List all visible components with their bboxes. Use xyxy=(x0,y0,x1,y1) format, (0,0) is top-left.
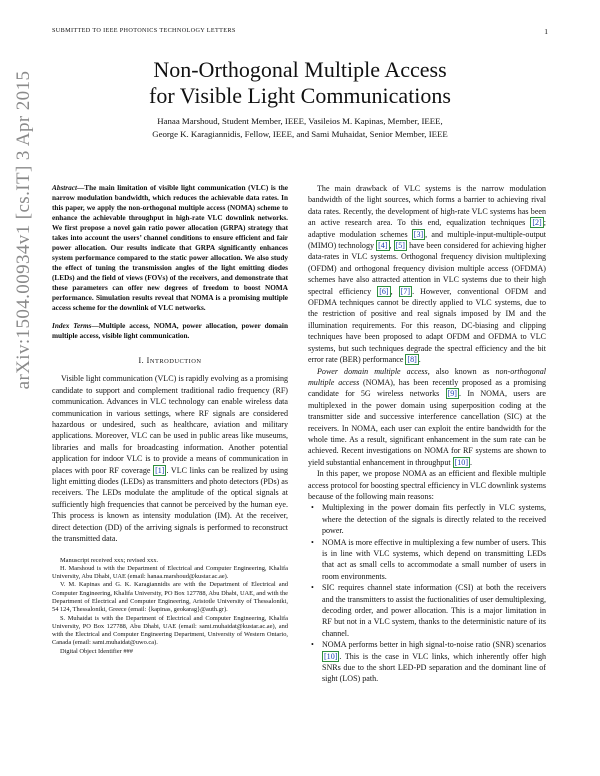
left-column xyxy=(52,183,288,656)
footnote-received: Manuscript received xxx; revised xxx. xyxy=(60,556,159,564)
citation-link[interactable]: [7] xyxy=(400,286,411,296)
arxiv-identifier[interactable]: arXiv:1504.00934v1 [cs.IT] 3 Apr 2015 xyxy=(13,70,34,390)
journal-name: SUBMITTED TO IEEE PHOTONICS TECHNOLOGY LETTERS xyxy=(52,27,236,34)
abstract-label: Abstract xyxy=(52,184,77,192)
citation-link[interactable]: [5] xyxy=(395,241,405,251)
citation-link[interactable]: [3] xyxy=(413,229,424,239)
paper-title xyxy=(52,57,548,109)
title-line-1: Non-Orthogonal Multiple Access xyxy=(153,57,447,82)
abstract-text: —The main limitation of visible light communication (VLC) is the narrow modulation bandwidth, which reduces the achievable data rates. In this paper, we apply the non-orthogonal multiple access (NOMA) scheme to enhance the achievable throughput in high-rate VLC downlink networks. We first propose a novel gain ratio power allocation (GRPA) strategy that takes into account the users’ channel conditions to ensure efficient and fair power allocation. Our results indicate that GRPA significantly enhances system performance compared to the static power allocation. We also study the effect of tuning the transmission angles of the light emitting diodes (LEDs) and the field of views (FOVs) of the receivers, and demonstrate that these parameters can offer new degrees of freedom to boost NOMA performance. Simulation results reveal that NOMA is a promising multiple access scheme for the downlink of VLC networks. xyxy=(52,184,288,312)
footnote-kapinas: V. M. Kapinas and G. K. Karagiannidis are with the Department of Electrical and Computer Engineering, Khalifa University, PO Box 127788, Abu Dhabi, UAE, and with the Department of Electrical and Computer Engineering, Aristotle University of Thessaloniki, 54 124, Thessaloniki, Greece (email: {kapinas, geokarag}@auth.gr). xyxy=(52,581,288,614)
index-terms-text: —Multiple access, NOMA, power allocation, power domain multiple access, visible light communication. xyxy=(52,322,288,340)
section-heading-introduction: I. INTRODUCTION xyxy=(138,356,202,365)
proposal-paragraph: In this paper, we propose NOMA as an efficient and flexible multiple access protocol for boosting spectral efficiency in VLC downlink systems because of the following main reasons: xyxy=(308,469,546,501)
abstract xyxy=(52,183,288,313)
list-item: • Multiplexing in the power domain fits perfectly in VLC systems, where the detection of the signals is directly related to the received power. xyxy=(308,502,546,536)
citation-link[interactable]: [10] xyxy=(324,651,338,661)
title-line-2: for Visible Light Communications xyxy=(149,83,451,108)
citation-link[interactable]: [1] xyxy=(155,465,165,475)
list-item: • SIC requires channel state information (CSI) at both the receivers and the transmitters to assist the fuctionalities of user demultiplexing, decoding order, and power allocation. This is a major limitation in RF but not in a VLC system, thanks to the deterministic nature of its channel. xyxy=(308,582,546,639)
citation-link[interactable]: [9] xyxy=(447,389,457,399)
reasons-list xyxy=(308,502,546,685)
index-terms-label: Index Terms xyxy=(52,322,92,330)
authors-line-1: Hanaa Marshoud, Student Member, IEEE, Vasileios M. Kapinas, Member, IEEE, xyxy=(157,116,443,126)
footnote-muhaidat: S. Muhaidat is with the Department of Electrical and Computer Engineering, Khalifa University, PO Box 127788, Abu Dhabi, UAE (email: sami.muhaidat@kustar.ac.ae), and with the Electrical and Computer Engineering Department, University of Western Ontario, Canada (email: sami.muhaidat@uwo.ca). xyxy=(52,614,288,647)
citation-link[interactable]: [2] xyxy=(532,218,542,228)
citation-link[interactable]: [10] xyxy=(454,457,468,467)
noma-paragraph: Power domain multiple access, also known as non-orthogonal multiple access (NOMA), has been recently proposed as a promising candidate for 5G wireless networks [9] . In NOMA, users are multiplexed in the power domain using superposition coding at the transmitter side and successive interference cancellation (SIC) at the receivers. In NOMA, each user can exploit the entire bandwidth for the whole time. As a result, significant enhancement in the sum rate can be achieved. Recent investigations on NOMA for RF systems are shown to yield substantial enhancement in throughput [10] . xyxy=(308,366,546,467)
intro-paragraph: Visible light communication (VLC) is rapidly evolving as a promising candidate to support and complement traditional radio frequency (RF) communication. Advances in VLC technology can enable wireless data communication in various settings, where RF signals are considered hazardous or undesired, such as healthcare, aviation and military applications. Moreover, VLC can be used in public areas like museums, libraries and malls for broadcasting information. Another potential application for indoor VLC is to provide a means of communication in places with poor RF coverage [1] . VLC links can be realized by using light emitting diodes (LEDs) as transmitters and photo detectors (PDs) as receivers. The LEDs modulate the amplitude of the optical signals at sufficiently high frequencies that cannot be perceived by the human eye. This process is known as intensity modulation (IM). At the receiver, direct detection (DD) of the arriving signals is performed to reconstruct the transmitted data. xyxy=(52,374,289,544)
drawback-paragraph: The main drawback of VLC systems is the narrow modulation bandwidth of the light sources, which forms a barrier to achieving rival data rates. Recently, the development of high-rate VLC systems has been an active research area. To this end, equalization techniques [2] ; adaptive modulation schemes [3] , and multiple-input-multiple-output (MIMO) technology [4] , [5] have been considered for achieving higher data-rates in VLC systems. Orthogonal frequency division multiplexing (OFDM) and orthogonal frequency division multiple access (OFDMA) schemes have also attracted attention in VLC systems due to their high spectral efficiency [6] , [7] . However, conventional OFDM and OFDMA techniques cannot be directly applied to VLC systems, due to the restriction of positive and real signals imposed by IM and the illumination requirements. For this reason, DC-biasing and clipping techniques have been proposed to adapt OFDM and OFDMA to VLC systems, but such techniques degrade the spectral efficiency and the bit error rate (BER) performance [8] . xyxy=(308,184,546,365)
footnotes xyxy=(52,557,288,657)
index-terms xyxy=(52,321,288,341)
citation-link[interactable]: [4] xyxy=(378,241,388,251)
running-head xyxy=(52,27,548,37)
authors-line-2: George K. Karagiannidis, Fellow, IEEE, and Sami Muhaidat, Senior Member, IEEE xyxy=(152,129,448,139)
citation-link[interactable]: [6] xyxy=(379,286,389,296)
right-column xyxy=(308,183,546,685)
author-list xyxy=(60,115,540,141)
footnote-doi: Digital Object Identifier ### xyxy=(60,647,133,655)
citation-link[interactable]: [8] xyxy=(407,355,417,365)
page-number: 1 xyxy=(544,27,548,36)
list-item: • NOMA is more effective in multiplexing a few number of users. This is in line with VLC systems, which depend on transmitting LEDs that act as small cells to accommodate a small number of users in room environments. xyxy=(308,537,546,583)
list-item: • NOMA performs better in high signal-to-noise ratio (SNR) scenarios [10] . This is the case in VLC links, which inherently offer high SNRs due to the short LED-PD separation and the dominant line of sight (LOS) path. xyxy=(308,639,546,685)
footnote-marshoud: H. Marshoud is with the Department of Electrical and Computer Engineering, Khalifa University, Abu Dhabi, UAE (email: hanaa.marshoud@kustar.ac.ae). xyxy=(52,564,288,581)
